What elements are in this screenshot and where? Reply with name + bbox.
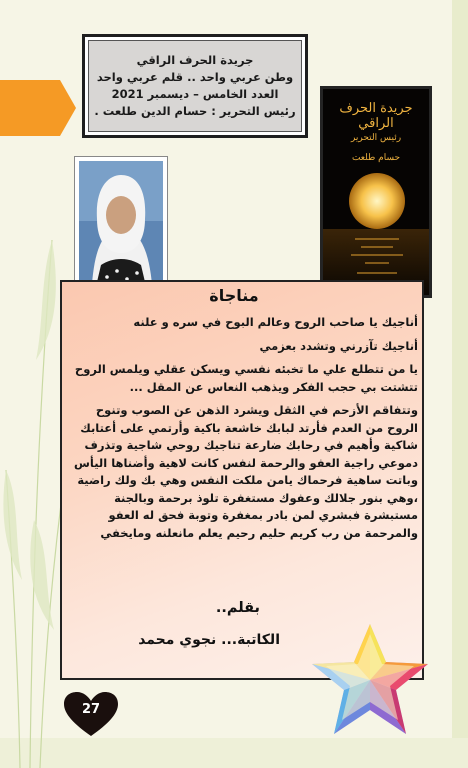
cover-title: جريدة الحرف الراقي <box>339 101 413 131</box>
orange-tab-decoration <box>0 80 76 136</box>
newspaper-name: جريدة الحرف الراقي <box>136 53 254 67</box>
poem-line: يا من تتطلع علي ما تخبئه نفسي ويسكن عقلي ويلمس الروح تتشتت بي حجب الفكر ويذهب النعاس عن المقل ... <box>74 362 418 394</box>
page-number: 27 <box>81 702 101 717</box>
cover-editor-name: حسام طلعت <box>351 153 401 163</box>
author-name: الكاتبة... نجوي محمد <box>138 632 280 648</box>
cover-editor-label: رئيس التحرير <box>350 133 402 143</box>
editor-in-chief: رئيس التحرير : حسام الدين طلعت . <box>94 104 296 118</box>
poem-line: أناجيك تآزرني وتشدد بعزمي <box>259 338 418 353</box>
newspaper-header-box <box>82 34 308 138</box>
newspaper-cover-image <box>320 86 432 298</box>
issue-info: العدد الخامس – ديسمبر 2021 <box>111 87 279 101</box>
poem-title: مناجاة <box>209 286 259 305</box>
byline: بقلم.. <box>215 600 260 616</box>
poem-line: أناجيك يا صاحب الروح وعالم البوح في سره و علنه <box>133 315 418 329</box>
poem-line: وتتفاقم الأزحم في الثقل ويشرد الذهن عن الصوب وتنوح الروح من العدم فأرتد لبابك خاشعة باكية وأرتمي على أعتابك شاكية وأهيم في رحابك ضارعة تناجيك روحي شاجية وتذرف دموعي راجية العفو والرحمة لنفس كانت لاهية وأضناها اليأس وباتت ساهية فرحماك يامن ملكت النفس وهي بك ولك راضية ،وهي بنور جلالك وعفوك مستغفرة تلوذ برحمة وبالجنة مستبشرة فبشري لمن بادر بمغفرة وتوبة فحق له العفو والمرحمة من رب كريم حليم رحيم يعلم مانعلنه ومايخفي <box>74 403 418 540</box>
star-icon <box>308 618 432 742</box>
newspaper-slogan: وطن عربي واحد .. قلم عربي واحد <box>96 70 294 84</box>
poem-body <box>66 314 418 542</box>
page-edge-right <box>452 0 468 768</box>
